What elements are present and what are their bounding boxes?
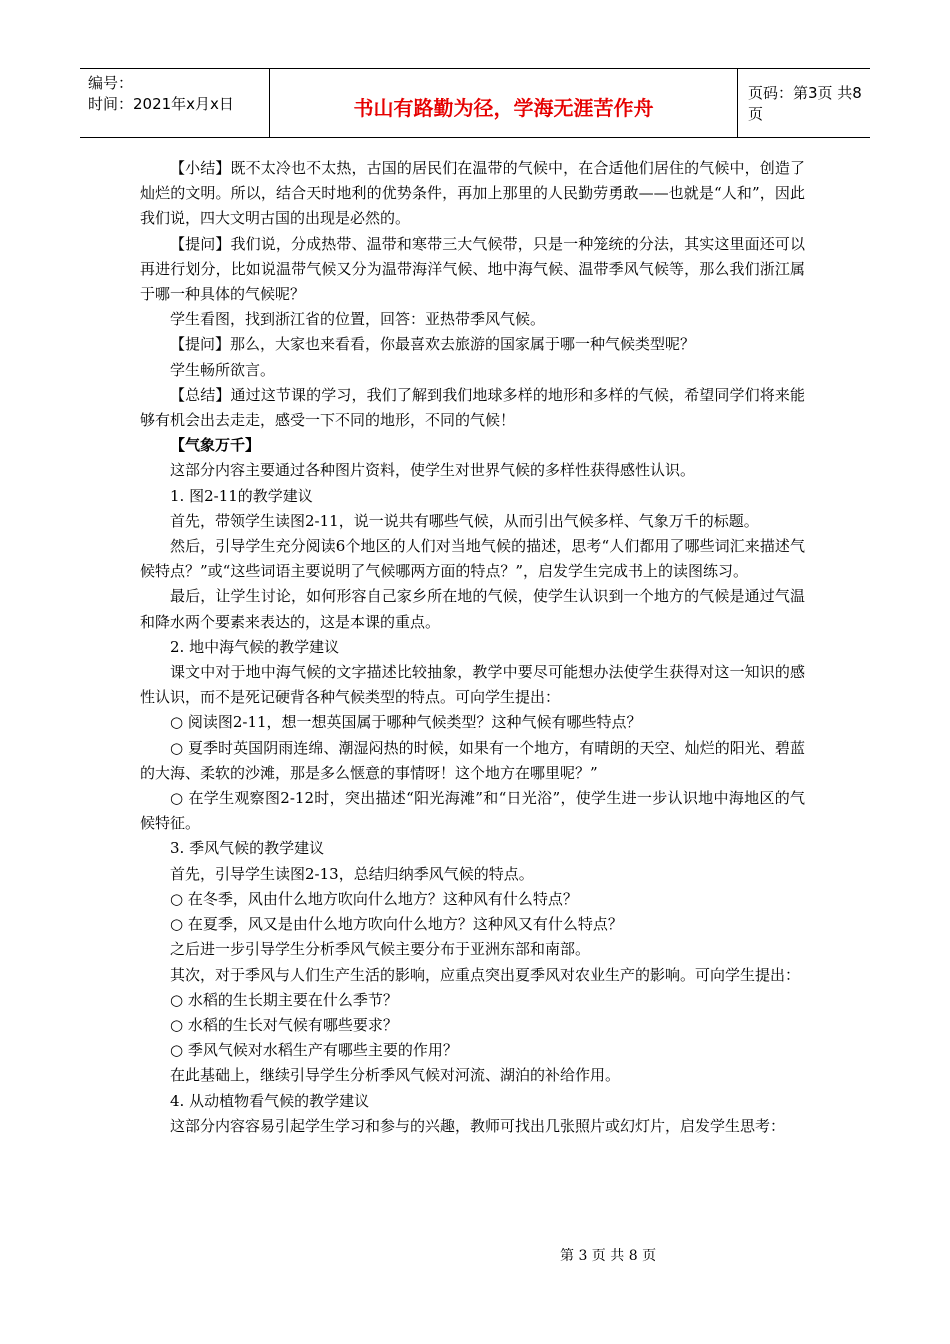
paragraph: 然后，引导学生充分阅读6个地区的人们对当地气候的描述，思考“人们都用了哪些词汇来描述气候特点？”或“这些词语主要说明了气候哪两方面的特点？”，启发学生完成书上的读图练习。 bbox=[140, 537, 805, 581]
paragraph: 这部分内容容易引起学生学习和参与的兴趣，教师可找出几张照片或幻灯片，启发学生思考： bbox=[170, 1116, 786, 1135]
header-page-info: 页码：第3页 共8页 bbox=[748, 84, 862, 123]
subsection-heading: 2. 地中海气候的教学建议 bbox=[170, 637, 340, 656]
paragraph: 【提问】那么，大家也来看看，你最喜欢去旅游的国家属于哪一种气候类型呢？ bbox=[170, 335, 696, 354]
header-motto: 书山有路勤为径，学海无涯苦作舟 bbox=[270, 69, 738, 137]
paragraph: 首先，引导学生读图2-13，总结归纳季风气候的特点。 bbox=[170, 864, 534, 883]
bullet-item: ○ 在学生观察图2-12时，突出描述“阳光海滩”和“日光浴”，使学生进一步认识地中海地区的气候特征。 bbox=[140, 789, 805, 833]
document-body bbox=[140, 156, 805, 1139]
document-date: 时间：2021年x月x日 bbox=[88, 95, 234, 113]
paragraph: 学生看图，找到浙江省的位置，回答：亚热带季风气候。 bbox=[170, 310, 546, 329]
subsection-heading: 4. 从动植物看气候的教学建议 bbox=[170, 1091, 370, 1110]
paragraph: 之后进一步引导学生分析季风气候主要分布于亚洲东部和南部。 bbox=[170, 940, 591, 959]
bullet-item: ○ 夏季时英国阴雨连绵、潮湿闷热的时候，如果有一个地方，有晴朗的天空、灿烂的阳光、碧蓝的大海、柔软的沙滩，那是多么惬意的事情呀！这个地方在哪里呢？” bbox=[140, 738, 805, 782]
bullet-item: ○ 在夏季，风又是由什么地方吹向什么地方？这种风又有什么特点？ bbox=[170, 915, 623, 934]
bullet-item: ○ 阅读图2-11，想一想英国属于哪种气候类型？这种气候有哪些特点？ bbox=[170, 713, 642, 732]
page-header bbox=[80, 68, 870, 138]
paragraph: 在此基础上，继续引导学生分析季风气候对河流、湖泊的补给作用。 bbox=[170, 1066, 621, 1085]
paragraph: 这部分内容主要通过各种图片资料，使学生对世界气候的多样性获得感性认识。 bbox=[170, 461, 696, 480]
page-footer: 第 3 页 共 8 页 bbox=[560, 1248, 657, 1264]
bullet-item: ○ 季风气候对水稻生产有哪些主要的作用？ bbox=[170, 1041, 458, 1060]
paragraph: 最后，让学生讨论，如何形容自己家乡所在地的气候，使学生认识到一个地方的气候是通过气温和降水两个要素来表达的，这是本课的重点。 bbox=[140, 587, 805, 631]
paragraph: 【总结】通过这节课的学习，我们了解到我们地球多样的地形和多样的气候，希望同学们将来能够有机会出去走走，感受一下不同的地形，不同的气候！ bbox=[140, 385, 805, 430]
subsection-heading: 1. 图2-11的教学建议 bbox=[170, 486, 313, 505]
section-heading: 【气象万千】 bbox=[170, 436, 261, 455]
document-number-label: 编号： bbox=[88, 74, 134, 92]
header-meta bbox=[80, 69, 270, 137]
paragraph: 学生畅所欲言。 bbox=[170, 360, 276, 379]
paragraph: 首先，带领学生读图2-11，说一说共有哪些气候，从而引出气候多样、气象万千的标题。 bbox=[170, 511, 759, 530]
bullet-item: ○ 水稻的生长期主要在什么季节？ bbox=[170, 990, 398, 1009]
bullet-item: ○ 水稻的生长对气候有哪些要求？ bbox=[170, 1015, 398, 1034]
paragraph: 其次，对于季风与人们生产生活的影响，应重点突出夏季风对农业生产的影响。可向学生提出： bbox=[170, 965, 801, 984]
paragraph: 【小结】既不太冷也不太热，古国的居民们在温带的气候中，在合适他们居住的气候中，创造了灿烂的文明。所以，结合天时地利的优势条件，再加上那里的人民勤劳勇敢——也就是“人和”，因此我们说，四大文明古国的出现是必然的。 bbox=[140, 159, 805, 228]
paragraph: 【提问】我们说，分成热带、温带和寒带三大气候带，只是一种笼统的分法，其实这里面还可以再进行划分，比如说温带气候又分为温带海洋气候、地中海气候、温带季风气候等，那么我们浙江属于哪一种具体的气候呢？ bbox=[140, 234, 805, 304]
subsection-heading: 3. 季风气候的教学建议 bbox=[170, 839, 325, 858]
bullet-item: ○ 在冬季，风由什么地方吹向什么地方？这种风有什么特点？ bbox=[170, 889, 578, 908]
paragraph: 课文中对于地中海气候的文字描述比较抽象，教学中要尽可能想办法使学生获得对这一知识的感性认识，而不是死记硬背各种气候类型的特点。可向学生提出： bbox=[140, 663, 805, 707]
